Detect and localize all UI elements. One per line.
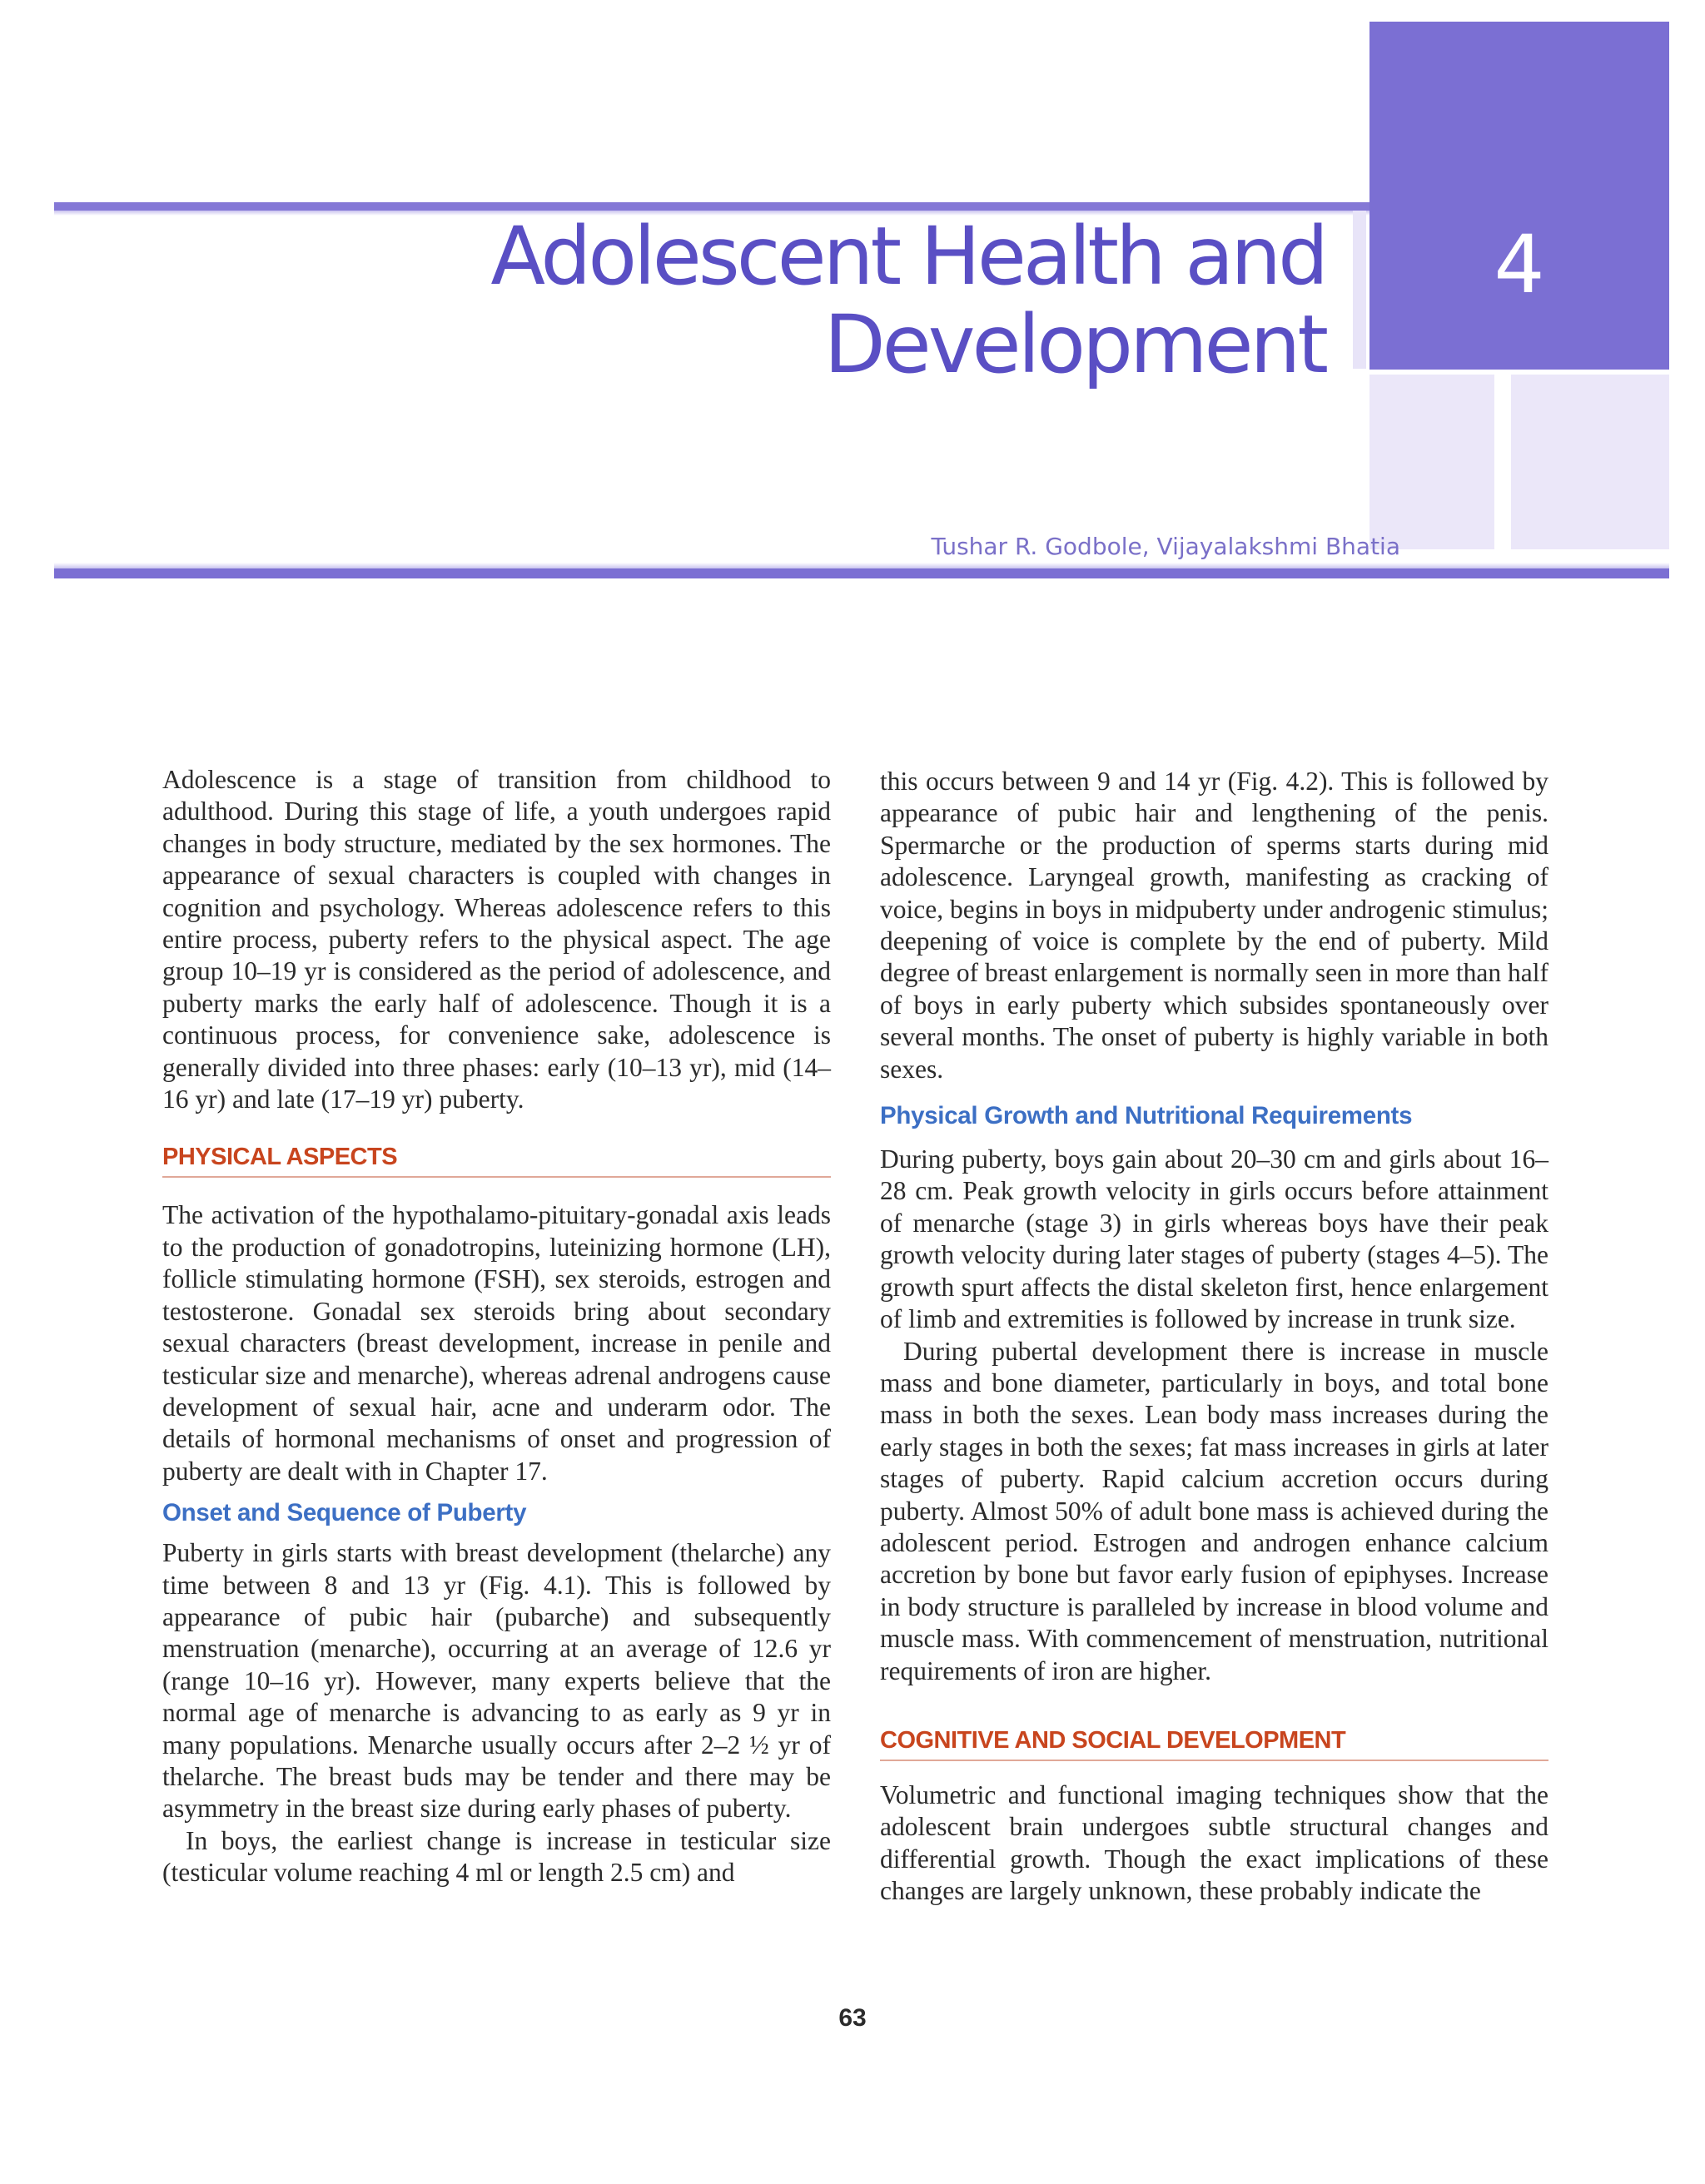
cognitive-paragraph: Volumetric and functional imaging techniques show that the adolescent brain undergoes subtle structural changes and differential growth. Though the exact implications of these changes are largely unknown, these probably indicate the [880, 1779, 1548, 1906]
header-bottom-fade [54, 563, 1669, 568]
left-column [162, 764, 831, 1889]
chapter-title-line: Development [823, 298, 1325, 391]
onset-paragraph-boys: In boys, the earliest change is increase in testicular size (testicular volume reaching 4 ml or length 2.5 cm) and [162, 1825, 831, 1888]
chapter-number-block [1369, 22, 1669, 370]
onset-paragraph: Puberty in girls starts with breast development (thelarche) any time between 8 and 13 yr (Fig. 4.1). This is followed by appearance of pubic hair (pubarche) and subsequently menstruation (menarche), occurring at an average of 12.6 yr (range 10–16 yr). However, many experts believe that the normal age of menarche is advancing to as early as 9 yr in many populations. Menarche usually occurs after 2–2 ½ yr of thelarche. The breast buds may be tender and there may be asymmetry in the breast size during early phases of puberty. [162, 1538, 831, 1824]
chapter-title [490, 212, 1325, 389]
growth-paragraph: During puberty, boys gain about 20–30 cm and girls about 16–28 cm. Peak growth velocity in girls occurs before attainment of menarche (stage 3) in girls whereas boys have their peak growth velocity during later stages of puberty (stages 4–5). The growth spurt affects the distal skeleton first, hence enlargement of limb and extremities is followed by increase in trunk size. [880, 1144, 1548, 1334]
subheading-physical-growth: Physical Growth and Nutritional Requirements [880, 1102, 1413, 1130]
physical-aspects-paragraph: The activation of the hypothalamo-pituitary-gonadal axis leads to the production of gonadotropins, luteinizing hormone (LH), follicle stimulating hormone (FSH), sex steroids, estrogen and testosterone. Gonadal sex steroids bring about secondary sexual characters (breast development, increase in penile and testicular size and menarche), whereas adrenal androgens cause development of sexual hair, acne and underarm odor. The details of hormonal mechanisms of onset and progression of puberty are dealt with in Chapter 17. [162, 1200, 831, 1486]
continued-paragraph: this occurs between 9 and 14 yr (Fig. 4.2). This is followed by appearance of pubic hair and lengthening of the penis. Spermarche or the production of sperms starts during mid adolescence. Laryngeal growth, manifesting as cracking of voice, begins in boys in midpuberty under androgenic stimulus; deepening of voice is complete by the end of puberty. Mild degree of breast enlargement is normally seen in more than half of boys in early puberty which subsides spontaneously over several months. The onset of puberty is highly variable in both sexes. [880, 767, 1548, 1084]
header-bottom-rule [54, 568, 1669, 578]
chapter-tint-panel [1511, 375, 1669, 549]
growth-paragraph-2: During pubertal development there is increase in muscle mass and bone diameter, particularly in boys, and total bone mass in both the sexes. Lean body mass increases during the early stages in both the sexes; fat mass increases in girls at later stages of puberty. Rapid calcium accretion occurs during puberty. Almost 50% of adult bone mass is achieved during the adolescent period. Estrogen and androgen enhance calcium accretion by bone but favor early fusion of epiphyses. Increase in body structure is paralleled by increase in blood volume and muscle mass. With commencement of menstruation, nutritional requirements of iron are higher. [880, 1336, 1548, 1685]
right-column [880, 766, 1548, 1908]
chapter-authors: Tushar R. Godbole, Vijayalakshmi Bhatia [931, 533, 1400, 560]
subheading-onset-sequence: Onset and Sequence of Puberty [162, 1499, 527, 1527]
page-number: 63 [838, 2004, 867, 2032]
intro-paragraph: Adolescence is a stage of transition from childhood to adulthood. During this stage of life, a youth undergoes rapid changes in body structure, mediated by the sex hormones. The appearance of sexual characters is coupled with changes in cognition and psychology. Whereas adolescence refers to this entire process, puberty refers to the physical aspect. The age group 10–19 yr is considered as the period of adolescence, and puberty marks the early half of adolescence. Though it is a continuous process, for convenience sake, adolescence is generally divided into three phases: early (10–13 yr), mid (14–16 yr) and late (17–19 yr) puberty. [162, 765, 831, 1114]
chapter-title-line: Adolescent Health and [490, 210, 1325, 303]
chapter-side-strip [1353, 211, 1366, 369]
section-heading-cognitive-social: COGNITIVE AND SOCIAL DEVELOPMENT [880, 1727, 1548, 1761]
chapter-number: 4 [1494, 218, 1545, 311]
section-heading-physical-aspects: PHYSICAL ASPECTS [162, 1144, 831, 1178]
chapter-tint-panel [1369, 375, 1494, 549]
